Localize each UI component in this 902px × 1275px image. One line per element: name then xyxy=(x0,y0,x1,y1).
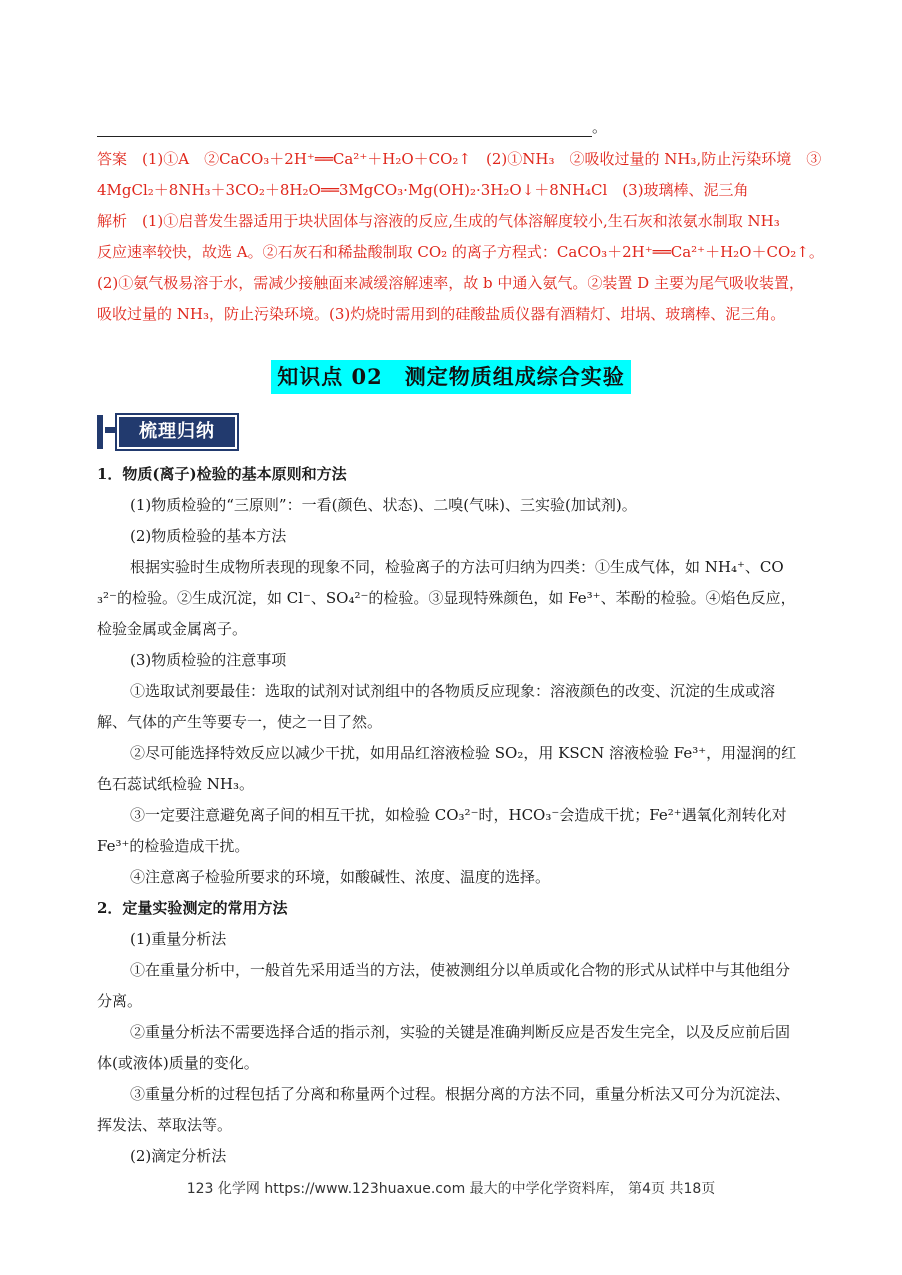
body-line: ①在重量分析中，一般首先采用适当的方法，使被测组分以单质或化合物的形式从试样中与其他组分 xyxy=(130,961,791,979)
body-line: ①选取试剂要最佳：选取的试剂对试剂组中的各物质反应现象：溶液颜色的改变、沉淀的生成或溶 xyxy=(130,682,776,700)
summary-badge xyxy=(97,411,239,453)
body-line: 根据实验时生成物所表现的现象不同，检验离子的方法可归纳为四类：①生成气体，如 NH₄⁺、CO xyxy=(130,558,784,576)
body-line: 检验金属或金属离子。 xyxy=(97,620,248,638)
body-line: (1)重量分析法 xyxy=(130,930,227,948)
section-heading: 1．物质(离子)检验的基本原则和方法 xyxy=(97,465,347,483)
badge-label: 梳理归纳 xyxy=(115,413,239,451)
body-line: 分离。 xyxy=(97,992,143,1010)
fill-in-blank-line xyxy=(97,116,592,137)
blank-period: 。 xyxy=(592,118,608,136)
body-line: (3)物质检验的注意事项 xyxy=(130,651,287,669)
page-footer: 123 化学网 https://www.123huaxue.com 最大的中学化学资料库， 第4页 共18页 xyxy=(186,1181,716,1197)
analysis-line: (2)①氨气极易溶于水，需减少接触面来减缓溶解速率，故 b 中通入氨气。②装置 D 主要为尾气吸收装置， xyxy=(97,274,804,292)
body-line: ③重量分析的过程包括了分离和称量两个过程。根据分离的方法不同，重量分析法又可分为沉淀法、 xyxy=(130,1085,791,1103)
badge-bracket xyxy=(97,415,103,449)
body-line: 解、气体的产生等要专一，使之一目了然。 xyxy=(97,713,383,731)
body-line: ③一定要注意避免离子间的相互干扰，如检验 CO₃²⁻时，HCO₃⁻会造成干扰；Fe²⁺遇氧化剂转化对 xyxy=(130,806,787,824)
body-line: ②尽可能选择特效反应以减少干扰，如用品红溶液检验 SO₂，用 KSCN 溶液检验 Fe³⁺，用湿润的红 xyxy=(130,744,797,762)
body-line: 体(或液体)质量的变化。 xyxy=(97,1054,259,1072)
body-line: ②重量分析法不需要选择合适的指示剂，实验的关键是准确判断反应是否发生完全，以及反应前后固 xyxy=(130,1023,791,1041)
body-line: ④注意离子检验所要求的环境，如酸碱性、浓度、温度的选择。 xyxy=(130,868,551,886)
analysis-line: 吸收过量的 NH₃，防止污染环境。(3)灼烧时需用到的硅酸盐质仪器有酒精灯、坩埚、玻璃棒、泥三角。 xyxy=(97,305,786,323)
body-line: (2)滴定分析法 xyxy=(130,1147,227,1165)
analysis-line: 解析 (1)①启普发生器适用于块状固体与溶液的反应,生成的气体溶解度较小,生石灰和浓氨水制取 NH₃ xyxy=(97,212,780,230)
analysis-line: 反应速率较快，故选 A。②石灰石和稀盐酸制取 CO₂ 的离子方程式：CaCO₃＋2H⁺══Ca²⁺＋H₂O＋CO₂↑。 xyxy=(97,243,824,261)
body-line: Fe³⁺的检验造成干扰。 xyxy=(97,837,250,855)
section-title: 知识点 02 测定物质组成综合实验 xyxy=(271,360,631,394)
section-heading: 2．定量实验测定的常用方法 xyxy=(97,899,288,917)
section-title-wrap xyxy=(0,360,902,394)
answer-line: 4MgCl₂＋8NH₃＋3CO₂＋8H₂O══3MgCO₃·Mg(OH)₂·3H₂O↓＋8NH₄Cl (3)玻璃棒、泥三角 xyxy=(97,181,749,199)
body-line: ₃²⁻的检验。②生成沉淀，如 Cl⁻、SO₄²⁻的检验。③显现特殊颜色，如 Fe³⁺、苯酚的检验。④焰色反应， xyxy=(97,589,796,607)
body-line: (2)物质检验的基本方法 xyxy=(130,527,287,545)
body-line: 色石蕊试纸检验 NH₃。 xyxy=(97,775,254,793)
body-line: (1)物质检验的“三原则”：一看(颜色、状态)、二嗅(气味)、三实验(加试剂)。 xyxy=(130,496,637,514)
body-line: 挥发法、萃取法等。 xyxy=(97,1116,233,1134)
answer-line: 答案 (1)①A ②CaCO₃＋2H⁺══Ca²⁺＋H₂O＋CO₂↑ (2)①NH₃ ②吸收过量的 NH₃,防止污染环境 ③ xyxy=(97,150,822,168)
